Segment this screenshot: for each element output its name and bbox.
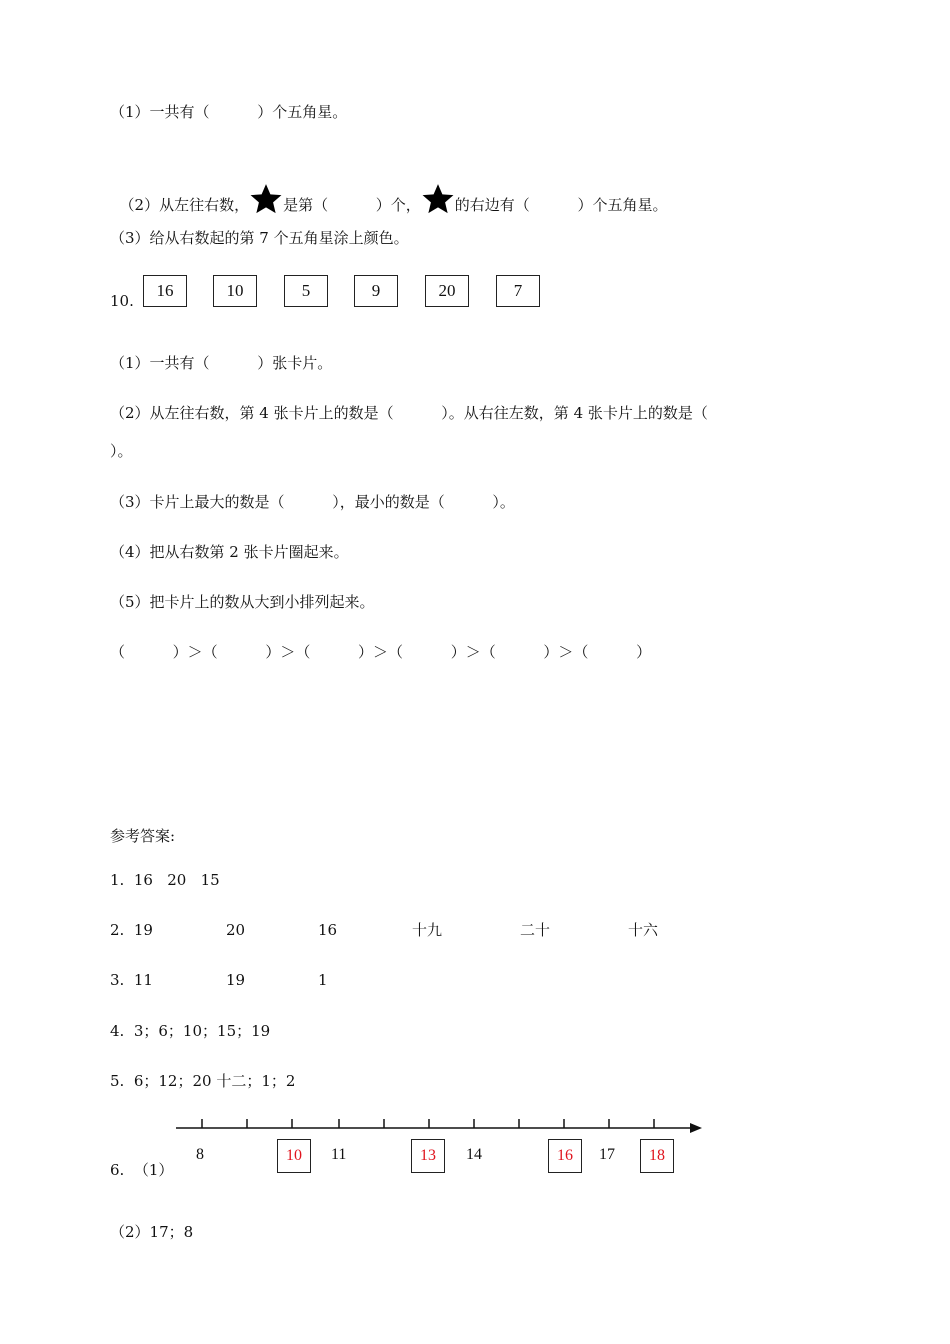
answer-2-item: 十六 [628, 921, 659, 939]
number-line-boxed-label: 10 [277, 1139, 311, 1173]
answer-2-item: 20 [226, 921, 246, 939]
number-line-label: 11 [331, 1146, 347, 1163]
q10-part5-answer: （ ）＞（ ）＞（ ）＞（ ）＞（ ）＞（ ） [110, 643, 652, 661]
q9-part2-c: 的右边有（ ）个五角星。 [454, 196, 668, 214]
number-card: 20 [425, 275, 469, 307]
number-line-boxed-label: 16 [548, 1139, 582, 1173]
answer-4: 4. 3；6；10；15；19 [110, 1022, 271, 1040]
q9-part1: （1）一共有（ ）个五角星。 [110, 103, 348, 121]
answers-heading: 参考答案: [110, 827, 176, 845]
answer-3-item: 1 [318, 971, 328, 989]
q10-part3: （3）卡片上最大的数是（ ），最小的数是（ ）。 [110, 493, 515, 511]
answer-6-part2: （2）17；8 [110, 1223, 194, 1241]
q10-part1: （1）一共有（ ）张卡片。 [110, 354, 333, 372]
answer-5: 5. 6；12；20 十二；1；2 [110, 1072, 296, 1090]
arrow-head-icon [690, 1123, 702, 1133]
number-card: 16 [143, 275, 187, 307]
number-card: 9 [354, 275, 398, 307]
answer-2-item: 二十 [520, 921, 551, 939]
q10-part2-line2: ）。 [110, 442, 133, 460]
number-card: 5 [284, 275, 328, 307]
answer-2-item: 2. 19 [110, 921, 153, 939]
q9-part2 [110, 162, 667, 221]
q10-part5: （5）把卡片上的数从大到小排列起来。 [110, 593, 375, 611]
q10-part2-line1: （2）从左往右数，第 4 张卡片上的数是（ ）。从右往左数，第 4 张卡片上的数是（ [110, 404, 708, 422]
answer-2-item: 十九 [412, 921, 443, 939]
q10-number: 10. [110, 292, 134, 310]
q10-part4: （4）把从右数第 2 张卡片圈起来。 [110, 543, 349, 561]
black-star-icon [421, 182, 455, 221]
answer-1: 1. 16 20 15 [110, 871, 220, 889]
number-line-label: 17 [599, 1146, 615, 1163]
number-line [170, 1112, 710, 1142]
black-star-icon [249, 182, 283, 221]
number-line-boxed-label: 18 [640, 1139, 674, 1173]
answer-3-item: 19 [226, 971, 246, 989]
number-line-label: 14 [466, 1146, 482, 1163]
number-line-label: 8 [196, 1146, 204, 1163]
q9-part3: （3）给从右数起的第 7 个五角星涂上颜色。 [110, 229, 409, 247]
q9-part2-b: 是第（ ）个， [283, 196, 421, 214]
number-line-boxed-label: 13 [411, 1139, 445, 1173]
answer-3-item: 3. 11 [110, 971, 153, 989]
answer-6-label: 6. （1） [110, 1161, 174, 1179]
q9-part2-a: （2）从左往右数， [119, 196, 250, 214]
number-card: 7 [496, 275, 540, 307]
number-card: 10 [213, 275, 257, 307]
answer-2-item: 16 [318, 921, 338, 939]
